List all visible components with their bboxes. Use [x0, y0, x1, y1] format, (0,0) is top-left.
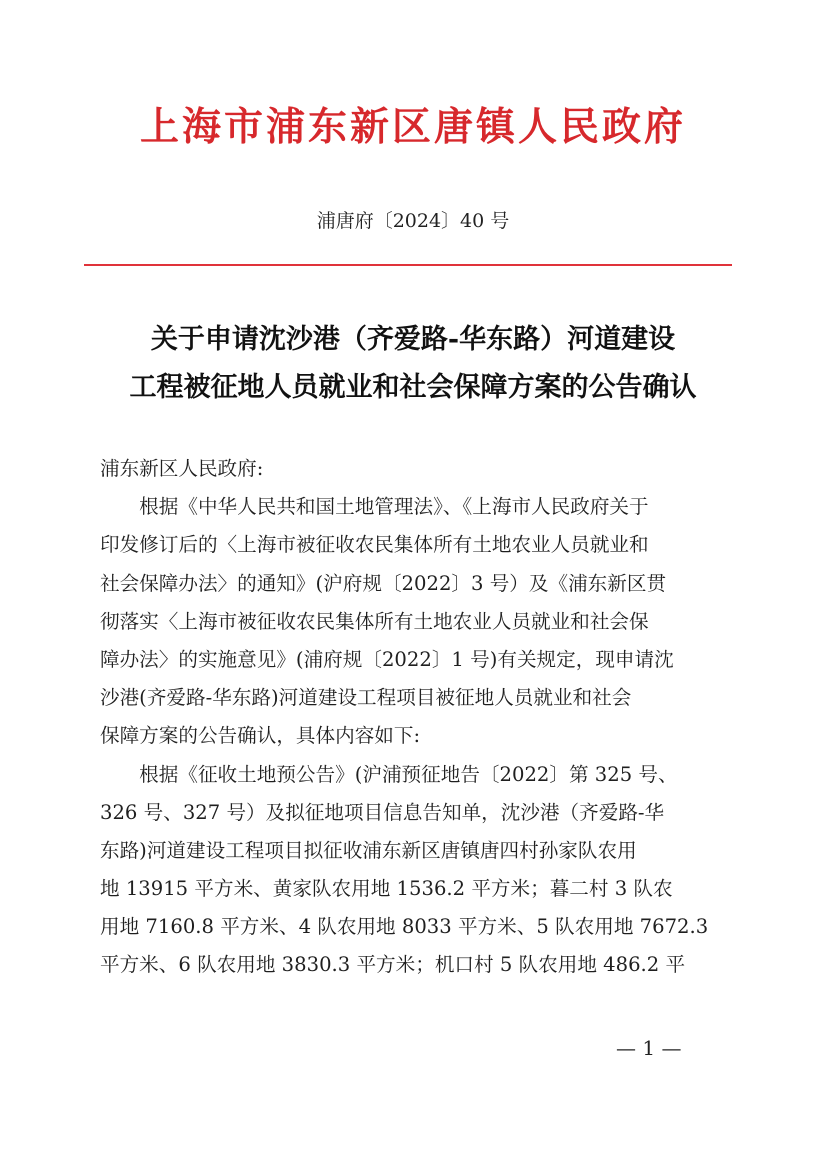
body-line: 根据《征收土地预公告》(沪浦预征地告〔2022〕第 325 号、	[100, 762, 678, 786]
body-line: 社会保障办法〉的通知》(沪府规〔2022〕3 号）及《浦东新区贯	[100, 571, 667, 595]
body-line: 326 号、327 号）及拟征地项目信息告知单，沈沙港（齐爱路-华	[100, 800, 665, 824]
title-line: 关于申请沈沙港（齐爱路-华东路）河道建设	[150, 324, 676, 355]
red-divider-line	[84, 264, 732, 266]
body-line: 用地 7160.8 平方米、4 队农用地 8033 平方米、5 队农用地 7672.3	[100, 915, 709, 939]
body-line: 彻落实〈上海市被征收农民集体所有土地农业人员就业和社会保	[100, 609, 649, 633]
title-line: 工程被征地人员就业和社会保障方案的公告确认	[129, 372, 697, 403]
body-line: 地 13915 平方米、黄家队农用地 1536.2 平方米；暮二村 3 队农	[100, 877, 673, 901]
body-line: 平方米、6 队农用地 3830.3 平方米；机口村 5 队农用地 486.2 平	[100, 953, 686, 977]
addressee: 浦东新区人民政府:	[100, 457, 264, 480]
document-title	[60, 316, 766, 412]
page-number: — 1 —	[616, 1036, 682, 1060]
issuing-authority-header: 上海市浦东新区唐镇人民政府	[139, 104, 686, 150]
body-line: 东路)河道建设工程项目拟征收浦东新区唐镇唐四村孙家队农用	[100, 838, 637, 862]
body-line: 保障方案的公告确认，具体内容如下:	[100, 724, 421, 748]
body-line: 印发修订后的〈上海市被征收农民集体所有土地农业人员就业和	[100, 533, 649, 557]
body-line: 根据《中华人民共和国土地管理法》、《上海市人民政府关于	[100, 495, 649, 519]
document-body	[100, 450, 712, 985]
body-line: 障办法〉的实施意见》(浦府规〔2022〕1 号)有关规定，现申请沈	[100, 647, 674, 671]
body-line: 沙港(齐爱路-华东路)河道建设工程项目被征地人员就业和社会	[100, 686, 632, 710]
document-number: 浦唐府〔2024〕40 号	[316, 210, 510, 232]
